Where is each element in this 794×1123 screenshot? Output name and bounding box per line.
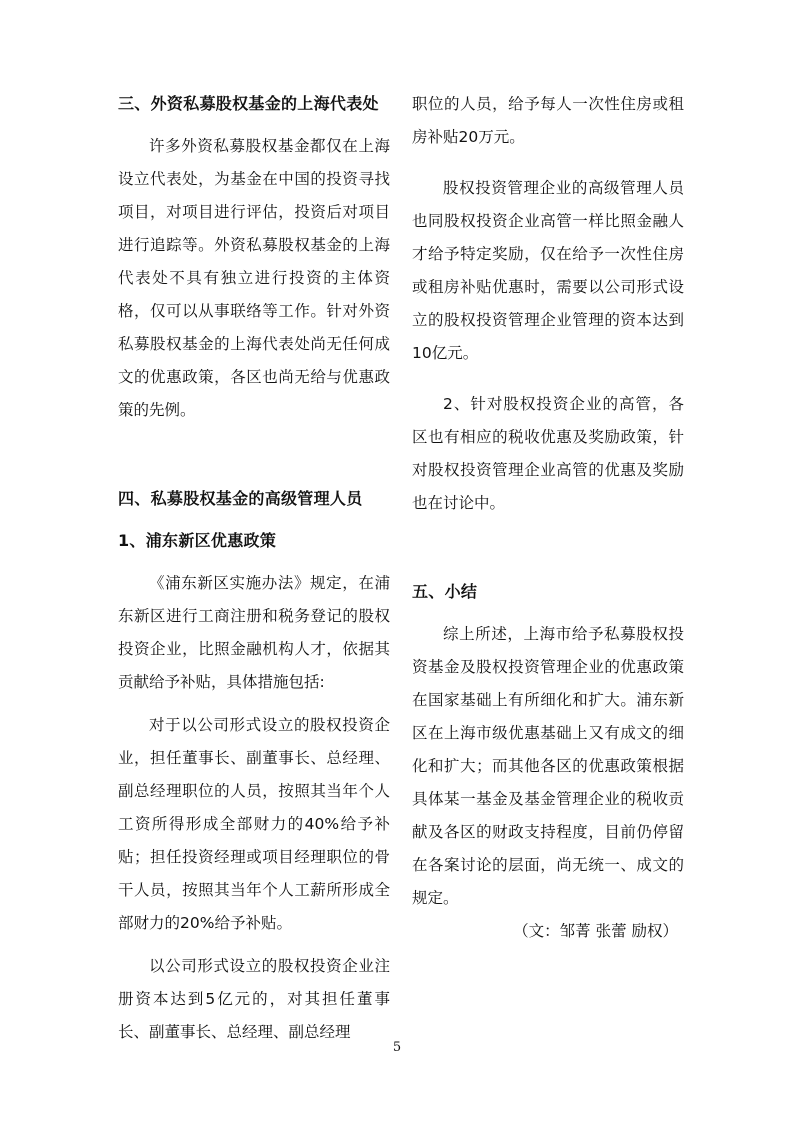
- spacer: [118, 940, 390, 950]
- spacer: [412, 608, 684, 618]
- spacer: [412, 154, 684, 172]
- author-signature: （文：邹菁 张蕾 励权）: [513, 922, 678, 940]
- spacer: [118, 557, 390, 567]
- spacer: [118, 699, 390, 709]
- left-column: [118, 88, 390, 1049]
- paragraph-3-continued: 职位的人员，给予每人一次性住房或租房补贴20万元。: [412, 95, 684, 146]
- spacer: [118, 427, 390, 483]
- spacer: [412, 370, 684, 388]
- spacer: [412, 520, 684, 576]
- spacer: [118, 515, 390, 525]
- paragraph-4: 股权投资管理企业的高级管理人员也同股权投资企业高管一样比照金融人才给予特定奖励，仅在给予一次性住房或租房补贴优惠时，需要以公司形式设立的股权投资管理企业管理的资本达到10亿元。: [412, 179, 684, 362]
- spacer: [118, 120, 390, 130]
- section-3-heading: 三、外资私募股权基金的上海代表处: [118, 94, 379, 113]
- section-5-paragraph: 综上所述，上海市给予私募股权投资基金及股权投资管理企业的优惠政策在国家基础上有所细化和扩大。浦东新区在上海市级优惠基础上又有成文的细化和扩大；而其他各区的优惠政策根据具体某一基金及基金管理企业的税收贡献及各区的财政支持程度，目前仍停留在各案讨论的层面，尚无统一、成文的规定。: [412, 625, 684, 907]
- paragraph-5: 2、针对股权投资企业的高管，各区也有相应的税收优惠及奖励政策，针对股权投资管理企业高管的优惠及奖励也在讨论中。: [412, 395, 684, 512]
- section-4-paragraph-3: 以公司形式设立的股权投资企业注册资本达到5亿元的，对其担任董事长、副董事长、总经理、副总经理: [118, 957, 390, 1041]
- section-4-subheading: 1、浦东新区优惠政策: [118, 531, 277, 550]
- page-number: 5: [392, 1040, 402, 1055]
- section-4-paragraph-1: 《浦东新区实施办法》规定，在浦东新区进行工商注册和税务登记的股权投资企业，比照金融机构人才，依据其贡献给予补贴，具体措施包括:: [118, 574, 390, 691]
- section-4-paragraph-2: 对于以公司形式设立的股权投资企业，担任董事长、副董事长、总经理、副总经理职位的人员，按照其当年个人工资所得形成全部财力的40%给予补贴；担任投资经理或项目经理职位的骨干人员，按照其当年个人工薪所形成全部财力的20%给予补贴。: [118, 716, 390, 932]
- section-3-paragraph: 许多外资私募股权基金都仅在上海设立代表处，为基金在中国的投资寻找项目，对项目进行评估，投资后对项目进行追踪等。外资私募股权基金的上海代表处不具有独立进行投资的主体资格，仅可以从事联络等工作。针对外资私募股权基金的上海代表处尚无任何成文的优惠政策，各区也尚无给与优惠政策的先例。: [118, 137, 390, 419]
- right-column: [412, 88, 684, 948]
- section-4-heading: 四、私募股权基金的高级管理人员: [118, 489, 363, 508]
- section-5-heading: 五、小结: [412, 582, 478, 601]
